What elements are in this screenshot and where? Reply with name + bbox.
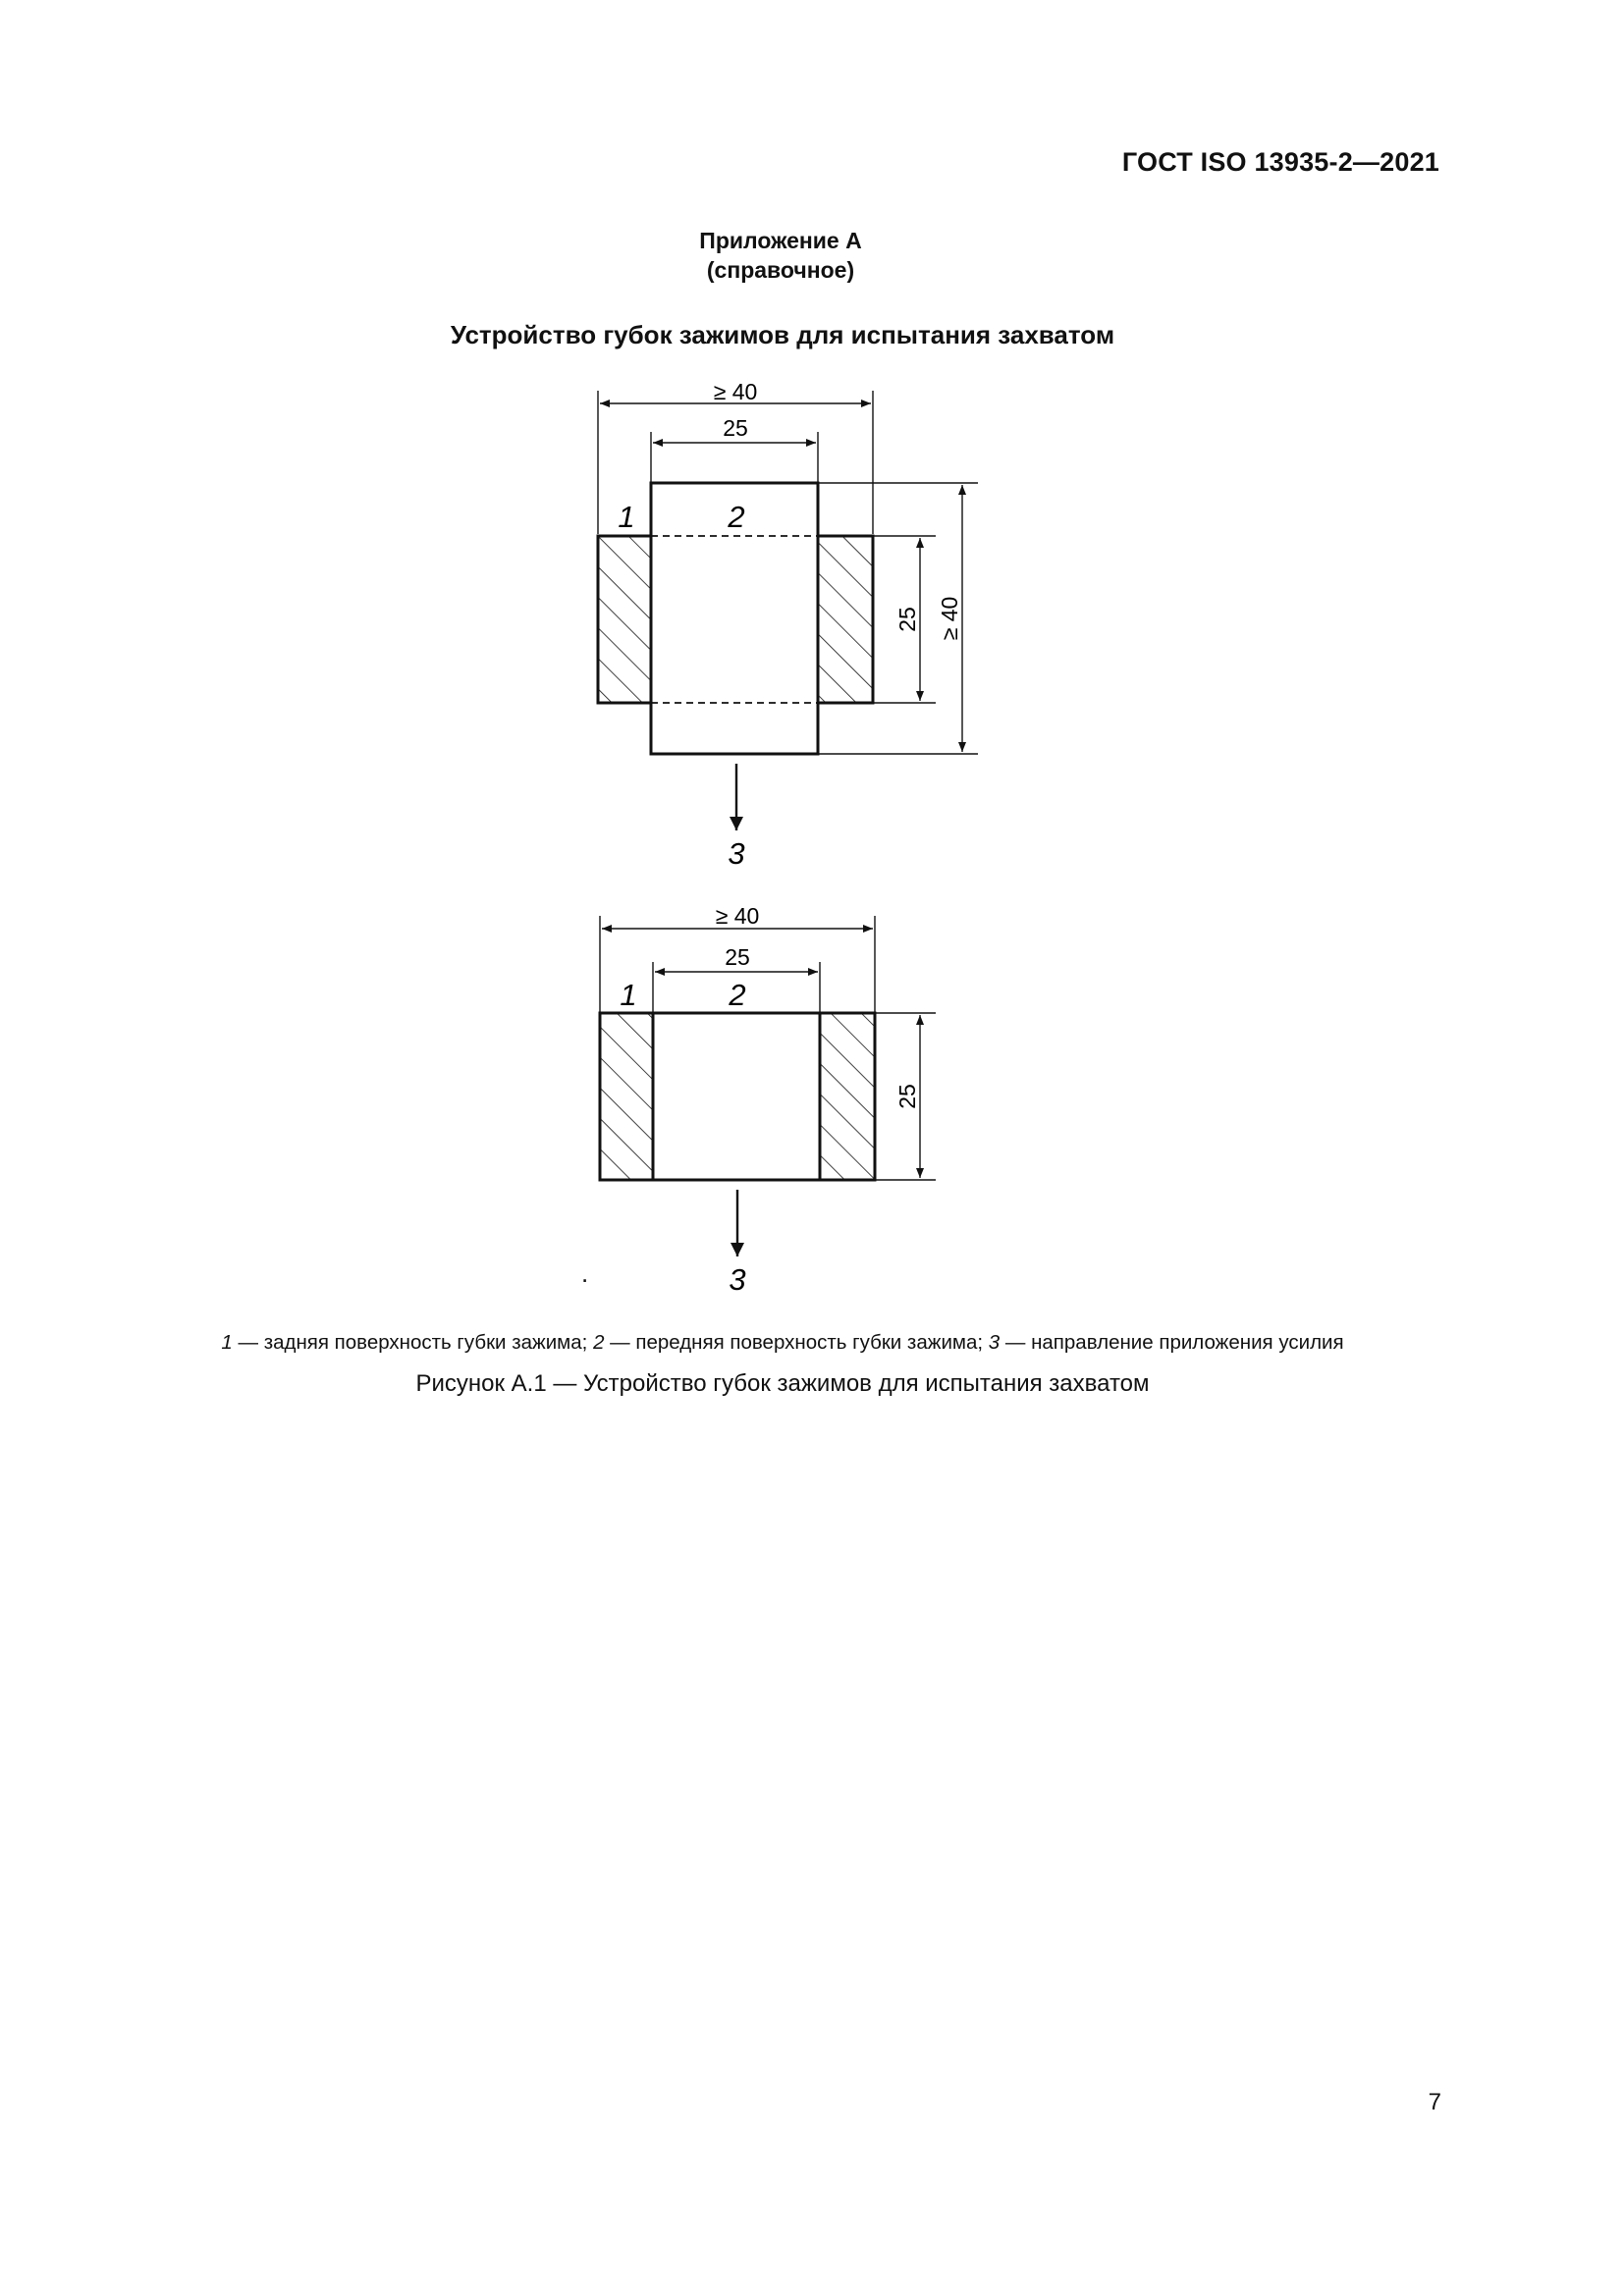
- back-jaw-left: [598, 536, 651, 703]
- legend-text: — направление приложения усилия: [1000, 1331, 1344, 1354]
- label-force: 3: [728, 836, 745, 871]
- legend-number: 1: [221, 1331, 233, 1354]
- top-view: [598, 379, 978, 871]
- annex-title: Приложение А: [699, 228, 862, 253]
- bottom-view: [600, 903, 936, 1297]
- back-jaw-right: [820, 1013, 875, 1180]
- legend-text: — передняя поверхность губки зажима;: [604, 1331, 989, 1354]
- label-front-face: 2: [728, 500, 745, 534]
- back-jaw-left: [600, 1013, 653, 1180]
- label-force: 3: [729, 1262, 746, 1297]
- front-jaw-face: [653, 1013, 820, 1180]
- legend-text: — задняя поверхность губки зажима;: [232, 1331, 594, 1354]
- label-back-face: 1: [620, 978, 637, 1012]
- dim-outer-width-label: ≥ 40: [713, 379, 758, 404]
- annex-type: (справочное): [706, 257, 855, 283]
- dim-height-label: 25: [894, 1084, 920, 1109]
- label-front-face: 2: [729, 978, 746, 1012]
- dim-specimen-height-label: ≥ 40: [937, 596, 962, 641]
- document-code: ГОСТ ISO 13935-2—2021: [1121, 147, 1439, 177]
- dim-inner-width-label: 25: [723, 415, 748, 441]
- dim-inner-width-label: 25: [725, 944, 750, 970]
- page-number: 7: [1428, 2089, 1441, 2115]
- legend-number: 3: [988, 1331, 1001, 1354]
- figure-legend: [0, 1331, 1565, 1355]
- legend-number: 2: [593, 1331, 605, 1354]
- annex-heading: Устройство губок зажимов для испытания захватом: [450, 320, 1115, 349]
- dim-jaw-height-label: 25: [894, 607, 920, 632]
- figure-caption: Рисунок А.1 — Устройство губок зажимов для испытания захватом: [415, 1370, 1150, 1397]
- dim-outer-width-label: ≥ 40: [715, 903, 760, 929]
- back-jaw-right: [818, 536, 873, 703]
- label-back-face: 1: [618, 500, 635, 534]
- stray-mark: .: [581, 1258, 589, 1288]
